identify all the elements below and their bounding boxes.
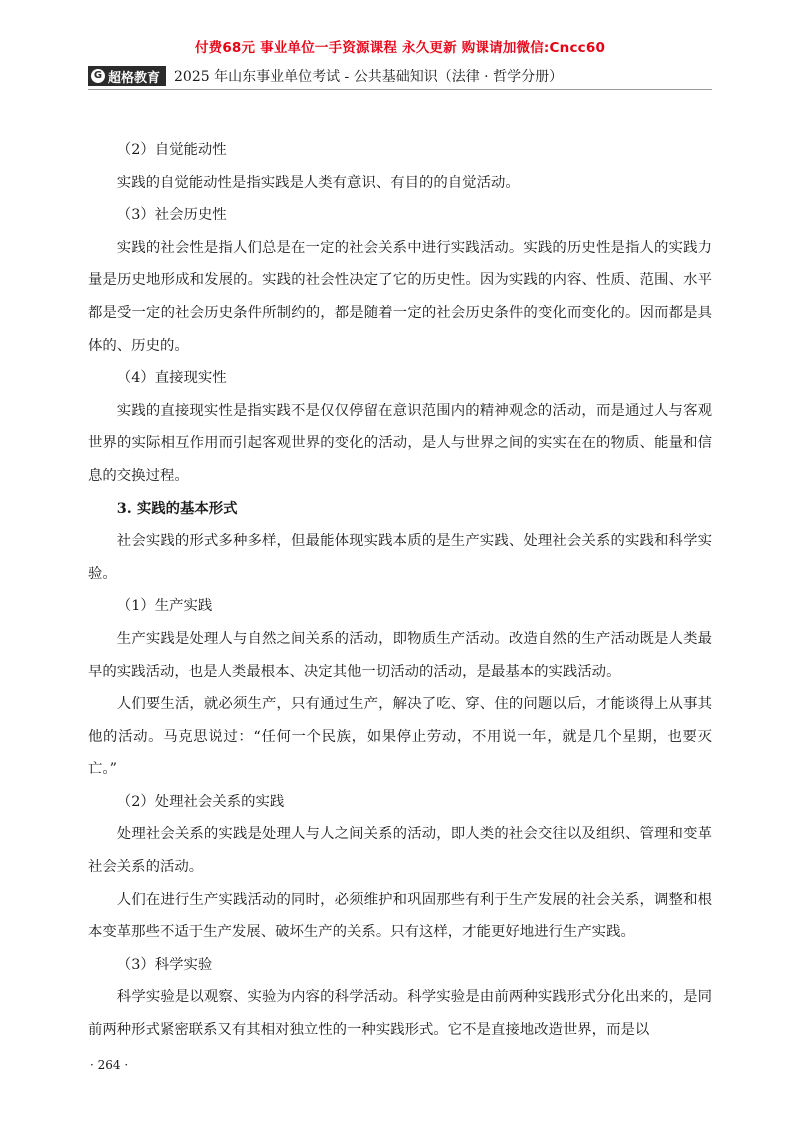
section-heading-basic-forms: 3. 实践的基本形式 bbox=[116, 499, 238, 517]
subheading-conscious-agency: （2）自觉能动性 bbox=[116, 142, 227, 158]
page-number: · 264 · bbox=[90, 1058, 129, 1072]
paragraph: 科学实验是以观察、实验为内容的科学活动。科学实验是由前两种实践形式分化出来的，是同前两种形式紧密联系又有其相对独立性的一种实践形式。它不是直接地改造世界，而是以 bbox=[88, 989, 712, 1039]
paragraph: 生产实践是处理人与自然之间关系的活动，即物质生产活动。改造自然的生产活动既是人类最早的实践活动，也是人类最根本、决定其他一切活动的活动，是最基本的实践活动。 bbox=[88, 630, 712, 680]
paragraph: 实践的直接现实性是指实践不是仅仅停留在意识范围内的精神观念的活动，而是通过人与客观世界的实际相互作用而引起客观世界的变化的活动，是人与世界之间的实实在在的物质、能量和信息的交换过程。 bbox=[88, 402, 712, 484]
subheading-direct-reality: （4）直接现实性 bbox=[116, 370, 227, 387]
page-header bbox=[88, 66, 712, 86]
brand-logo bbox=[88, 66, 166, 86]
paragraph: 人们在进行生产实践活动的同时，必须维护和巩固那些有利于生产发展的社会关系，调整和根本变革那些不适于生产发展、破坏生产的关系。只有这样，才能更好地进行生产实践。 bbox=[88, 891, 712, 941]
logo-g-icon: G bbox=[91, 69, 105, 83]
subheading-social-relations-practice: （2）处理社会关系的实践 bbox=[116, 793, 285, 810]
header-divider bbox=[88, 89, 712, 90]
subheading-production-practice: （1）生产实践 bbox=[116, 598, 213, 615]
header-title: 2025 年山东事业单位考试 - 公共基础知识（法律 · 哲学分册） bbox=[174, 69, 564, 85]
paragraph: 人们要生活，就必须生产，只有通过生产，解决了吃、穿、住的问题以后，才能谈得上从事其他的活动。马克思说过：“任何一个民族，如果停止劳动，不用说一年，就是几个星期，也要灭亡。” bbox=[88, 696, 712, 778]
document-body bbox=[88, 134, 712, 1047]
paragraph: 实践的社会性是指人们总是在一定的社会关系中进行实践活动。实践的历史性是指人的实践力量是历史地形成和发展的。实践的社会性决定了它的历史性。因为实践的内容、性质、范围、水平都是受一定的社会历史条件所制约的，都是随着一定的社会历史条件的变化而变化的。因而都是具体的、历史的。 bbox=[88, 239, 712, 354]
paragraph: 社会实践的形式多种多样，但最能体现实践本质的是生产实践、处理社会关系的实践和科学实验。 bbox=[88, 533, 712, 582]
logo-text: 超格教育 bbox=[108, 70, 161, 86]
subheading-scientific-experiment: （3）科学实验 bbox=[116, 956, 213, 973]
promo-banner: 付费68元 事业单位一手资源课程 永久更新 购课请加微信:Cncc60 bbox=[194, 40, 606, 56]
paragraph: 实践的自觉能动性是指实践是人类有意识、有目的的自觉活动。 bbox=[116, 174, 520, 191]
subheading-social-historical: （3）社会历史性 bbox=[116, 207, 227, 224]
paragraph: 处理社会关系的实践是处理人与人之间关系的活动，即人类的社会交往以及组织、管理和变革社会关系的活动。 bbox=[88, 826, 712, 876]
